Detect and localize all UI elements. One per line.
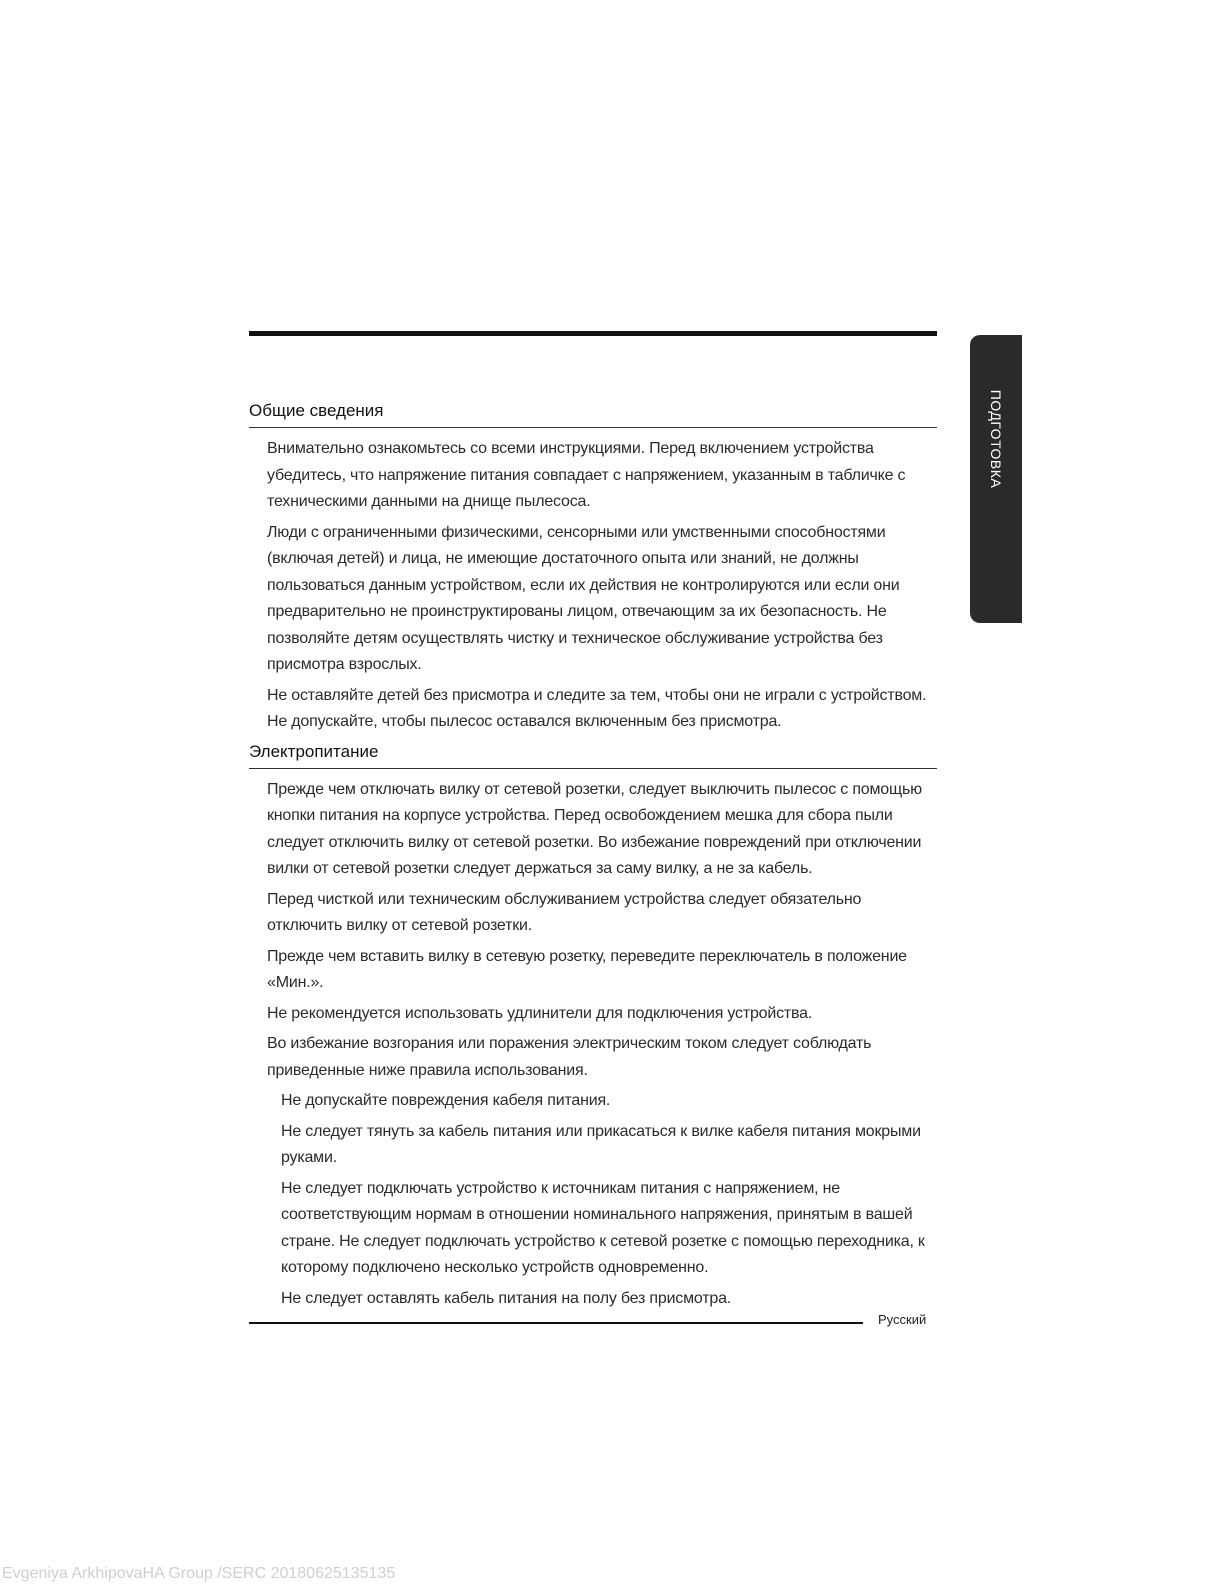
document-stamp: Evgeniya ArkhipovaHA Group /SERC 20180625135135 (2, 1565, 396, 1582)
paragraph: Не рекомендуется использовать удлинители для подключения устройства. (267, 1004, 813, 1022)
paragraph: Прежде чем отключать вилку от сетевой розетки, следует выключить пылесос с помощью кнопки питания на корпусе устройства. Перед освобождением мешка для сбора пыли следует отключить вилку от сетевой розетки. Во избежание повреждений при отключении вилки от сетевой розетки следует держаться за саму вилку, а не за кабель. (267, 780, 922, 877)
main-content (249, 400, 937, 1316)
bottom-divider (249, 1322, 863, 1324)
list-item: Не следует оставлять кабель питания на полу без присмотра. (281, 1289, 732, 1307)
paragraph: Во избежание возгорания или поражения электрическим током следует соблюдать приведенные ниже правила использования. (267, 1035, 872, 1079)
section-power-supply (249, 741, 937, 1313)
paragraph: Внимательно ознакомьтесь со всеми инструкциями. Перед включением устройства убедитесь, что напряжение питания совпадает с напряжением, указанным в табличке с техническими данными на днище пылесоса. (267, 440, 906, 510)
top-divider (249, 331, 937, 336)
side-tab-label: ПОДГОТОВКА (988, 389, 1004, 489)
section-heading: Общие сведения (249, 400, 937, 428)
list-item: Не допускайте повреждения кабеля питания. (281, 1092, 611, 1109)
paragraph: Прежде чем вставить вилку в сетевую розетку, переведите переключатель в положение «Мин.». (267, 947, 907, 991)
section-side-tab (970, 335, 1022, 623)
section-general (249, 400, 937, 736)
list-item: Не следует подключать устройство к источникам питания с напряжением, не соответствующим нормам в отношении номинального напряжения, принятым в вашей стране. Не следует подключать устройство к сетевой розетке с помощью переходника, к которому подключено несколько устройств одновременно. (281, 1179, 925, 1276)
paragraph: Не оставляйте детей без присмотра и следите за тем, чтобы они не играли с устройством. Не допускайте, чтобы пылесос оставался включенным без присмотра. (267, 686, 927, 730)
list-item: Не следует тянуть за кабель питания или прикасаться к вилке кабеля питания мокрыми руками. (281, 1122, 921, 1166)
paragraph: Люди с ограниченными физическими, сенсорными или умственными способностями (включая детей) и лица, не имеющие достаточного опыта или знаний, не должны пользоваться данным устройством, если их действия не контролируются или если они предварительно не проинструктированы лицом, отвечающим за их безопасность. Не позволяйте детям осуществлять чистку и техническое обслуживание устройства без присмотра взрослых. (267, 523, 900, 673)
language-label: Русский (878, 1312, 927, 1327)
section-heading: Электропитание (249, 741, 937, 769)
paragraph: Перед чисткой или техническим обслуживанием устройства следует обязательно отключить вилку от сетевой розетки. (267, 890, 862, 934)
